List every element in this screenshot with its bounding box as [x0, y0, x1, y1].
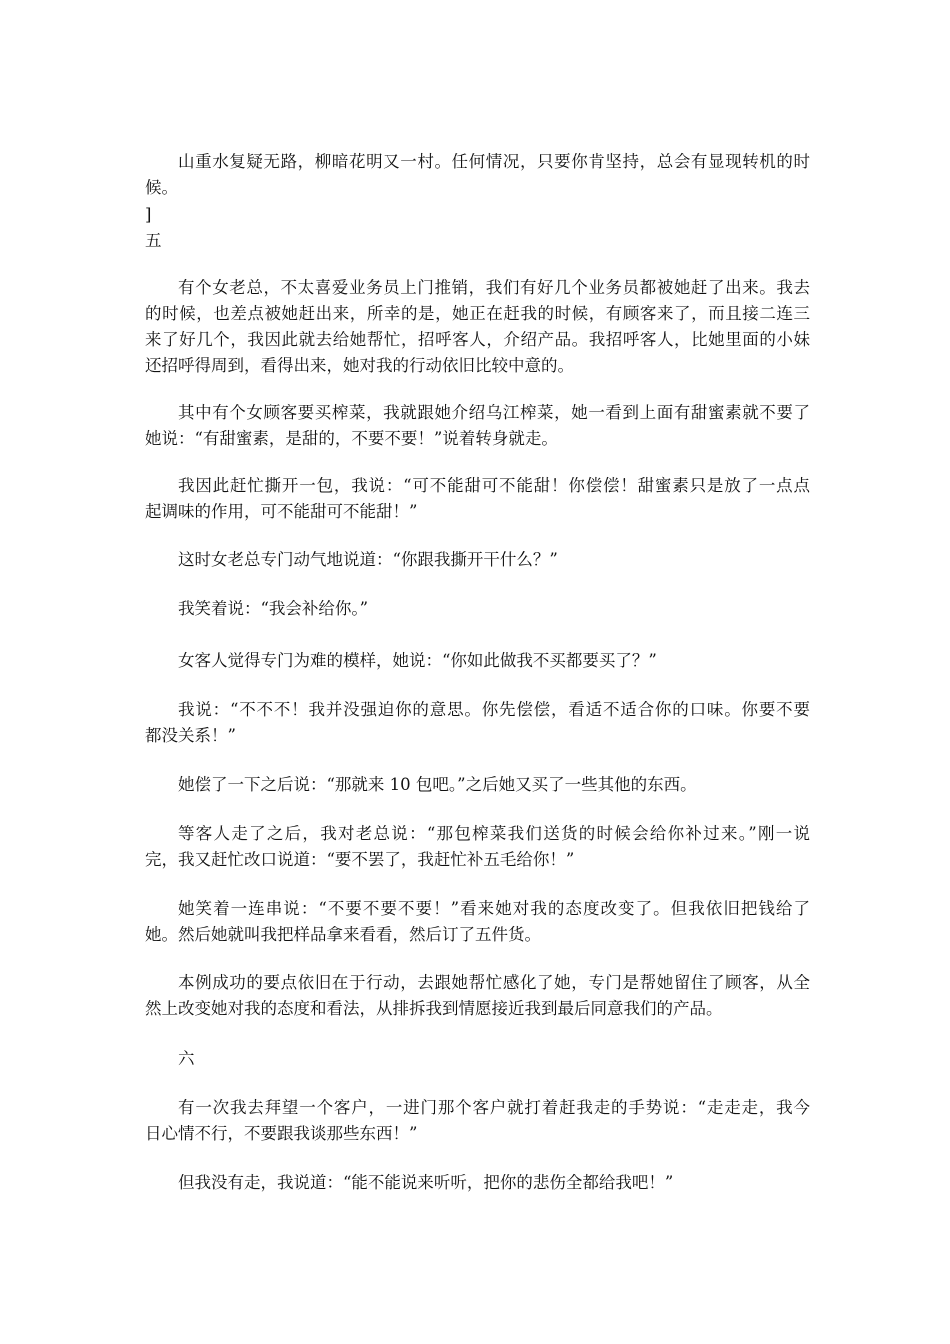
text-line: 其中有个女顾客要买榨菜，我就跟她介绍乌江榨菜，她一看到上面有甜蜜素就不要了 [178, 403, 810, 422]
text-line: 她笑着一连串说：“不要不要不要！”看来她对我的态度改变了。但我依旧把钱给了 [178, 899, 810, 918]
text-line: 还招呼得周到，看得出来，她对我的行动依旧比较中意的。 [145, 356, 574, 375]
text-line: 来了好几个，我因此就去给她帮忙，招呼客人，介绍产品。我招呼客人，比她里面的小妹 [145, 330, 810, 349]
text-line: 的时候，也差点被她赶出来，所幸的是，她正在赶我的时候，有顾客来了，而且接二连三 [145, 304, 810, 323]
text-line: 等客人走了之后，我对老总说：“那包榨菜我们送货的时候会给你补过来。”刚一说 [178, 824, 810, 843]
text-line: 日心情不行，不要跟我谈那些东西！” [145, 1124, 418, 1143]
text-line: 我说：“不不不！我并没强迫你的意思。你先偿偿，看适不适合你的口味。你要不要 [178, 700, 810, 719]
section-heading: 五 [145, 231, 162, 250]
text-line: 本例成功的要点依旧在于行动，去跟她帮忙感化了她，专门是帮她留住了顾客，从全 [178, 973, 810, 992]
text-line: 她偿了一下之后说：“那就来 10 包吧。”之后她又买了一些其他的东西。 [178, 775, 697, 794]
text-line: 有一次我去拜望一个客户，一进门那个客户就打着赶我走的手势说：“走走走，我今 [178, 1098, 810, 1117]
text-line: 有个女老总，不太喜爱业务员上门推销，我们有好几个业务员都被她赶了出来。我去 [178, 278, 810, 297]
text-line: 我笑着说：“我会补给你。” [178, 599, 369, 618]
text-line: 起调味的作用，可不能甜可不能甜！” [145, 502, 418, 521]
text-line: 但我没有走，我说道：“能不能说来听听，把你的悲伤全都给我吧！” [178, 1173, 674, 1192]
text-line: 然上改变她对我的态度和看法，从排拆我到情愿接近我到最后同意我们的产品。 [145, 999, 723, 1018]
text-line: ] [145, 205, 152, 224]
text-line: 山重水复疑无路，柳暗花明又一村。任何情况，只要你肯坚持，总会有显现转机的时 [178, 152, 810, 171]
text-line: 她说：“有甜蜜素，是甜的，不要不要！”说着转身就走。 [145, 429, 558, 448]
text-line: 女客人觉得专门为难的模样，她说：“你如此做我不买都要买了？” [178, 651, 657, 670]
text-line: 我因此赶忙撕开一包，我说：“可不能甜可不能甜！你偿偿！甜蜜素只是放了一点点 [178, 476, 810, 495]
text-line: 候。 [145, 178, 178, 197]
text-line: 这时女老总专门动气地说道：“你跟我撕开干什么？” [178, 550, 558, 569]
text-line: 她。然后她就叫我把样品拿来看看，然后订了五件货。 [145, 925, 541, 944]
text-line: 都没关系！” [145, 726, 236, 745]
section-heading: 六 [178, 1049, 195, 1068]
text-line: 完，我又赶忙改口说道：“要不罢了，我赶忙补五毛给你！” [145, 850, 575, 869]
